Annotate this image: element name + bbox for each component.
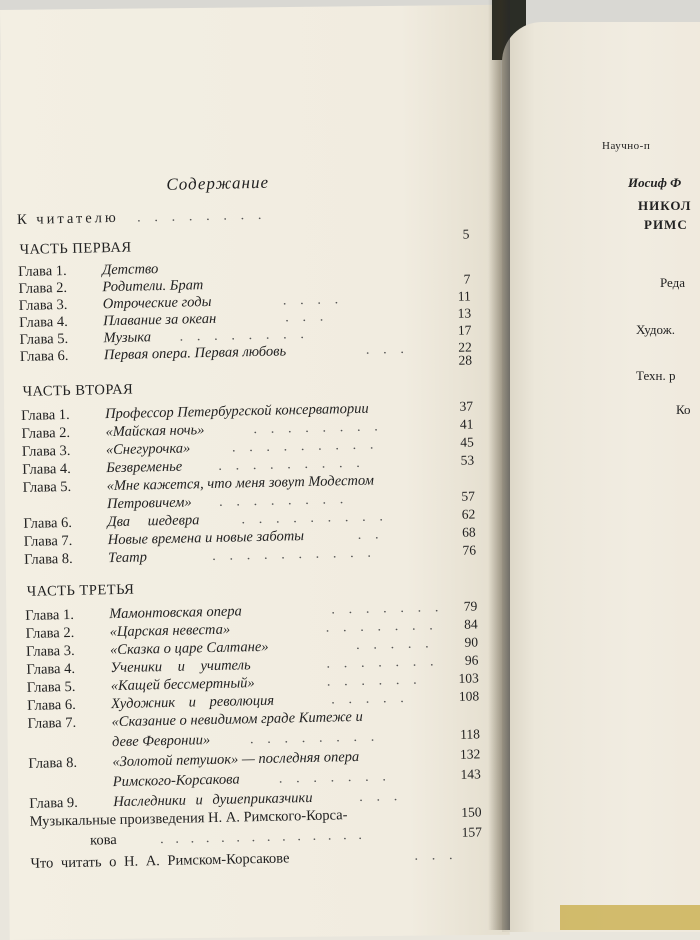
leader-dots: . . . . . . .: [326, 653, 439, 672]
chapter-title: Ученики и учитель: [110, 657, 251, 677]
page-number: 76: [462, 542, 477, 558]
leader-dots: . . . . . . .: [278, 768, 392, 787]
chapter-title: Римского-Корсакова: [112, 771, 240, 791]
chapter-label: Глава 6.: [27, 696, 76, 714]
entry-title: Что читать о Н. А. Римском-Корсакове: [30, 850, 290, 872]
chapter-label: Глава 1.: [25, 606, 75, 624]
chapter-label: Глава 7.: [27, 714, 77, 732]
chapter-title: Два шедевра: [107, 512, 200, 531]
page-number: 5: [462, 226, 470, 242]
right-page: [502, 22, 700, 932]
page-number: 7: [463, 271, 471, 287]
page-number: 118: [460, 726, 481, 742]
page-number: 57: [461, 488, 476, 504]
page-number: 132: [459, 746, 481, 762]
part-heading: ЧАСТЬ ТРЕТЬЯ: [26, 581, 135, 600]
leader-dots: . . . . . . . .: [136, 206, 267, 226]
page-number: 41: [459, 416, 474, 432]
chapter-title: Безвременье: [106, 458, 183, 477]
chapter-label: Глава 2.: [21, 424, 71, 442]
right-page-line: Иосиф Ф: [628, 175, 682, 190]
chapter-label: Глава 3.: [25, 642, 75, 660]
chapter-title: Художник и революция: [111, 692, 275, 713]
chapter-label: Глава 6.: [23, 514, 73, 532]
chapter-label: Глава 4.: [22, 460, 72, 478]
chapter-label: Глава 5.: [22, 478, 72, 496]
chapter-title: «Снегурочка»: [105, 440, 191, 459]
chapter-label: Глава 2.: [25, 624, 75, 642]
chapter-title: Детство: [101, 261, 159, 279]
entry-title: Музыкальные произведения Н. А. Римского-Корса-: [29, 807, 348, 830]
chapter-title: «Сказка о царе Салтане»: [109, 638, 269, 659]
entry-title: К читателю: [16, 209, 119, 228]
page-number: 53: [460, 452, 475, 468]
gilt-edge: [560, 905, 700, 930]
leader-dots: . . . . . . . .: [253, 418, 383, 438]
page-number: 143: [460, 766, 481, 782]
chapter-title: деве Февронии»: [111, 732, 211, 751]
page-number: 68: [462, 524, 476, 540]
right-page-line: Худож.: [636, 322, 675, 337]
right-page-line: Техн. р: [636, 368, 676, 383]
page-number: 17: [457, 322, 472, 338]
leader-dots: . . . .: [282, 291, 344, 309]
right-page-line: Ко: [676, 402, 691, 417]
chapter-title: Наследники и душеприказчики: [113, 789, 313, 811]
chapter-title: Профессор Петербургской консерватории: [104, 400, 369, 423]
page-number: 79: [463, 598, 478, 614]
page-number: 28: [458, 352, 473, 368]
chapter-label: Глава 8.: [28, 754, 78, 772]
chapter-label: Глава 5.: [26, 678, 76, 696]
chapter-title: «Кащей бессмертный»: [110, 675, 255, 695]
leader-dots: . . . . . . .: [331, 599, 444, 618]
page-number: 62: [461, 506, 476, 522]
leader-dots: . . . . . . . .: [179, 325, 310, 345]
page-number: 37: [459, 398, 474, 414]
page-number: 150: [461, 804, 482, 820]
page-number: 11: [457, 288, 471, 304]
chapter-title: Новые времена и новые заботы: [107, 528, 305, 549]
leader-dots: . . . . . . . . . .: [211, 544, 377, 564]
right-page-line: НИКОЛ: [638, 198, 692, 213]
chapter-title: «Сказание о невидимом граде Китеже и: [111, 708, 363, 731]
chapter-title: Музыка: [103, 329, 152, 347]
chapter-label: Глава 1.: [20, 406, 70, 424]
entry-title: кова: [89, 832, 117, 849]
part-heading: ЧАСТЬ ВТОРАЯ: [22, 381, 134, 400]
toc-title: Содержание: [166, 172, 270, 194]
chapter-label: Глава 7.: [23, 532, 73, 550]
chapter-title: Первая опера. Первая любовь: [103, 343, 287, 364]
chapter-label: Глава 4.: [19, 313, 68, 331]
chapter-label: Глава 5.: [19, 330, 69, 348]
leader-dots: . . . . . . .: [325, 617, 438, 636]
chapter-title: Плавание за океан: [103, 310, 217, 330]
leader-dots: . . . . .: [330, 689, 409, 708]
chapter-label: Глава 2.: [18, 279, 68, 297]
chapter-title: «Мне кажется, что меня зовут Модестом: [106, 472, 375, 495]
page-number: 13: [457, 305, 472, 321]
page-number: 108: [458, 688, 480, 704]
chapter-title: Мамонтовская опера: [109, 603, 243, 623]
chapter-title: «Царская невеста»: [109, 621, 231, 641]
page-number: 157: [461, 824, 483, 840]
chapter-title: «Золотой петушок» — последняя опера: [112, 748, 360, 771]
right-page-line: Реда: [660, 275, 686, 290]
leader-dots: . . .: [365, 340, 410, 358]
page-number: 90: [464, 634, 479, 650]
chapter-title: Отроческие годы: [102, 293, 212, 313]
leader-dots: . . . . . . . .: [218, 491, 349, 510]
chapter-label: Глава 3.: [18, 296, 68, 314]
chapter-title: Родители. Брат: [102, 277, 204, 296]
chapter-label: Глава 4.: [26, 660, 76, 678]
leader-dots: . . . . . . . . .: [231, 436, 379, 456]
right-page-line: РИМС: [644, 217, 688, 232]
leader-dots: . .: [357, 526, 384, 543]
chapter-title: Петровичем»: [106, 494, 192, 513]
chapter-title: «Майская ночь»: [105, 422, 205, 441]
leader-dots: . . .: [284, 308, 329, 326]
leader-dots: . . .: [414, 846, 458, 864]
leader-dots: . . . . . . . . .: [218, 454, 366, 474]
leader-dots: . . . . . . . .: [249, 728, 380, 748]
chapter-title: Театр: [107, 549, 148, 567]
chapter-label: Глава 8.: [24, 550, 73, 568]
part-heading: ЧАСТЬ ПЕРВАЯ: [19, 239, 132, 258]
leader-dots: . . .: [359, 788, 403, 805]
page-number: 84: [463, 616, 478, 632]
page-number: 22: [458, 339, 472, 355]
chapter-label: Глава 1.: [17, 262, 67, 280]
page-number: 45: [460, 434, 474, 450]
chapter-label: Глава 9.: [29, 794, 78, 812]
right-page-line: Научно-п: [602, 140, 651, 152]
leader-dots: . . . . .: [355, 635, 434, 653]
leader-dots: . . . . . . . . . . . . . .: [159, 826, 367, 848]
page-number: 103: [458, 670, 479, 686]
leader-dots: . . . . . .: [326, 671, 422, 690]
page-number: 96: [464, 652, 479, 668]
chapter-label: Глава 3.: [21, 442, 71, 460]
leader-dots: . . . . . . . . .: [241, 508, 389, 528]
chapter-label: Глава 6.: [19, 347, 69, 365]
